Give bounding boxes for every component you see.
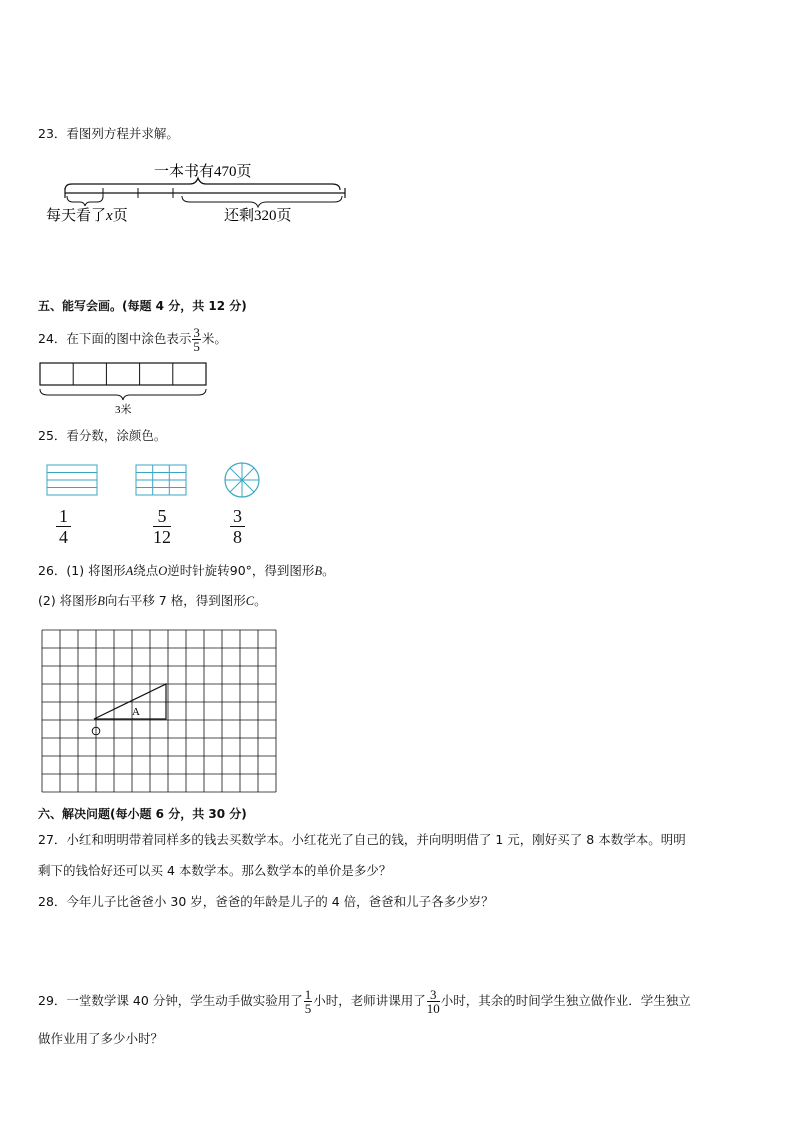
q25-shape-eighths bbox=[222, 460, 262, 500]
q25-text: 25．看分数，涂颜色。 bbox=[38, 428, 167, 443]
q29-line1: 29．一堂数学课 40 分钟，学生动手做实验用了 $\frac{1}{5}$ 小时，老师讲课用了 $\frac{3}{10}$ 小时，其余的时间学生独立做作业．学生独立 bbox=[38, 987, 691, 1016]
q27-line2: 剩下的钱恰好还可以买 4 本数学本。那么数学本的单价是多少？ bbox=[38, 863, 392, 878]
q29-line2: 做作业用了多少小时？ bbox=[38, 1031, 164, 1046]
q26-grid bbox=[38, 626, 278, 794]
q23-remain-brace bbox=[182, 196, 342, 207]
q23-daily-label: 每天看了x页 bbox=[46, 208, 128, 224]
q26-shape-a bbox=[94, 684, 166, 719]
q27-line1: 27．小红和明明带着同样多的钱去买数学本。小红花光了自己的钱，并向明明借了 1 元，刚好买了 8 本数学本。明明 bbox=[38, 832, 686, 847]
q23-diagram bbox=[46, 158, 360, 230]
q24-bar bbox=[38, 362, 210, 418]
q24-bar-label: 3米 bbox=[115, 404, 132, 416]
q24-text: 24．在下面的图中涂色表示 $\frac{3}{5}$ 米。 bbox=[38, 325, 227, 354]
q25-shape-twelfths bbox=[135, 464, 189, 498]
q23-total-label: 一本书有470页 bbox=[154, 164, 252, 180]
q25-fraction-2: $\frac{5}{12}$ bbox=[153, 506, 171, 547]
q26-line2: (2) 将图形B向右平移 7 格，得到图形C。 bbox=[38, 593, 267, 608]
section5-heading: 五、能写会画。(每题 4 分，共 12 分) bbox=[38, 299, 247, 313]
q26-line1: 26．(1) 将图形A绕点O逆时针旋转90°，得到图形B。 bbox=[38, 563, 335, 578]
q29-fraction-2: $\frac{3}{10}$ bbox=[426, 987, 440, 1016]
q23-text: 23．看图列方程并求解。 bbox=[38, 126, 179, 141]
q25-fraction-1: $\frac{1}{4}$ bbox=[56, 506, 71, 547]
q23-daily-brace bbox=[67, 196, 103, 206]
q26-shape-label: A bbox=[132, 706, 140, 718]
q24-fraction: $\frac{3}{5}$ bbox=[193, 325, 200, 354]
q29-fraction-1: $\frac{1}{5}$ bbox=[304, 987, 312, 1016]
q28-text: 28．今年儿子比爸爸小 30 岁，爸爸的年龄是儿子的 4 倍，爸爸和儿子各多少岁？ bbox=[38, 894, 494, 909]
q23-remain-label: 还剩320页 bbox=[224, 208, 292, 224]
q25-shape-quarters bbox=[46, 464, 100, 498]
section6-heading: 六、解决问题(每小题 6 分，共 30 分) bbox=[38, 807, 247, 821]
q25-fraction-3: $\frac{3}{8}$ bbox=[230, 506, 245, 547]
